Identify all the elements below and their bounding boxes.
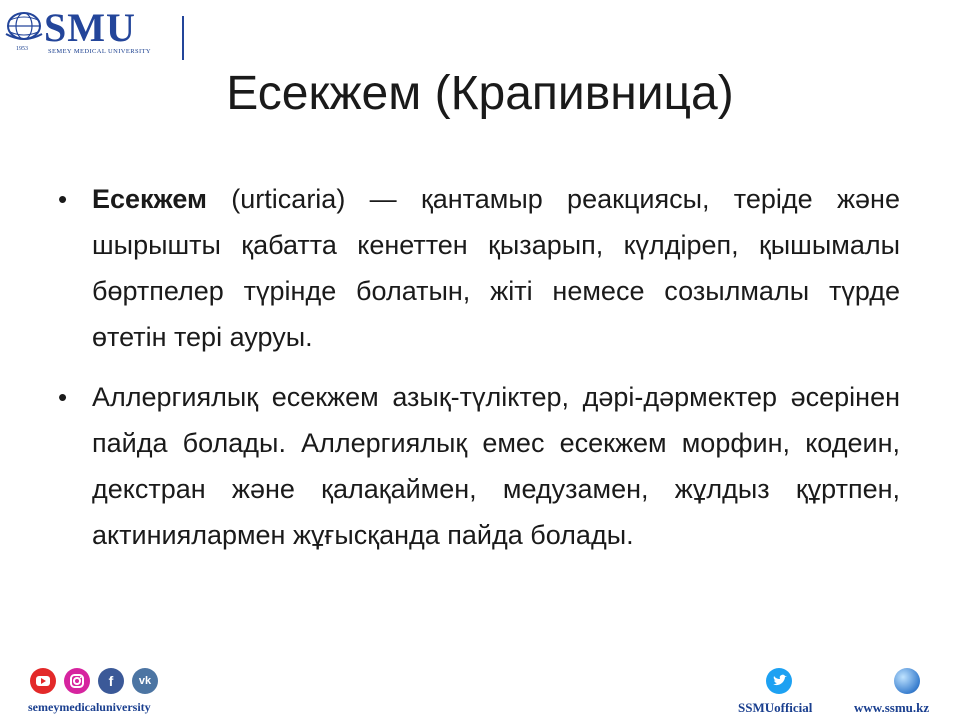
bullet-dot-icon: •: [58, 184, 68, 214]
globe-icon[interactable]: [894, 668, 920, 694]
instagram-icon[interactable]: [64, 668, 90, 694]
bullet-list: [58, 176, 900, 572]
slide-title: Есекжем (Крапивница): [226, 67, 734, 120]
logo-subtitle: SEMEY MEDICAL UNIVERSITY: [48, 48, 152, 55]
smu-logo[interactable]: [4, 6, 188, 60]
bullet-item: [58, 374, 900, 558]
globe-logo-icon: [4, 10, 44, 44]
website-link[interactable]: www.ssmu.kz: [854, 700, 930, 715]
bullet-dot-icon: •: [58, 382, 68, 412]
bullet-item: [58, 176, 900, 360]
social-handle-label[interactable]: semeymedicaluniversity: [28, 700, 151, 714]
facebook-icon[interactable]: f: [98, 668, 124, 694]
twitter-handle-label[interactable]: SSMUofficial: [738, 700, 813, 715]
youtube-icon[interactable]: [30, 668, 56, 694]
logo-divider: [182, 16, 184, 60]
footer-links: [738, 668, 954, 716]
vk-icon[interactable]: vk: [132, 668, 158, 694]
footer-social: [28, 668, 238, 716]
logo-wordmark: SMU: [44, 5, 136, 50]
bullet-text: (urticaria) — қантамыр реакциясы, теріде және шырышты қабатта кенеттен қызарып, күлдіреп, қышымалы бөртпелер түрінде болатын, жіті немесе созылмалы түрде өтетін тері ауруы.: [92, 184, 900, 352]
bullet-term: Есекжем: [92, 184, 207, 214]
logo-year: 1953: [16, 46, 28, 52]
bullet-text: Аллергиялық есекжем азық-түліктер, дәрі-дәрмектер әсерінен пайда болады. Аллергиялық емес есекжем морфин, кодеин, декстран және қалақаймен, медузамен, жұлдыз құртпен, актиниялармен жұғысқанда пайда болады.: [92, 382, 900, 550]
twitter-icon[interactable]: [766, 668, 792, 694]
